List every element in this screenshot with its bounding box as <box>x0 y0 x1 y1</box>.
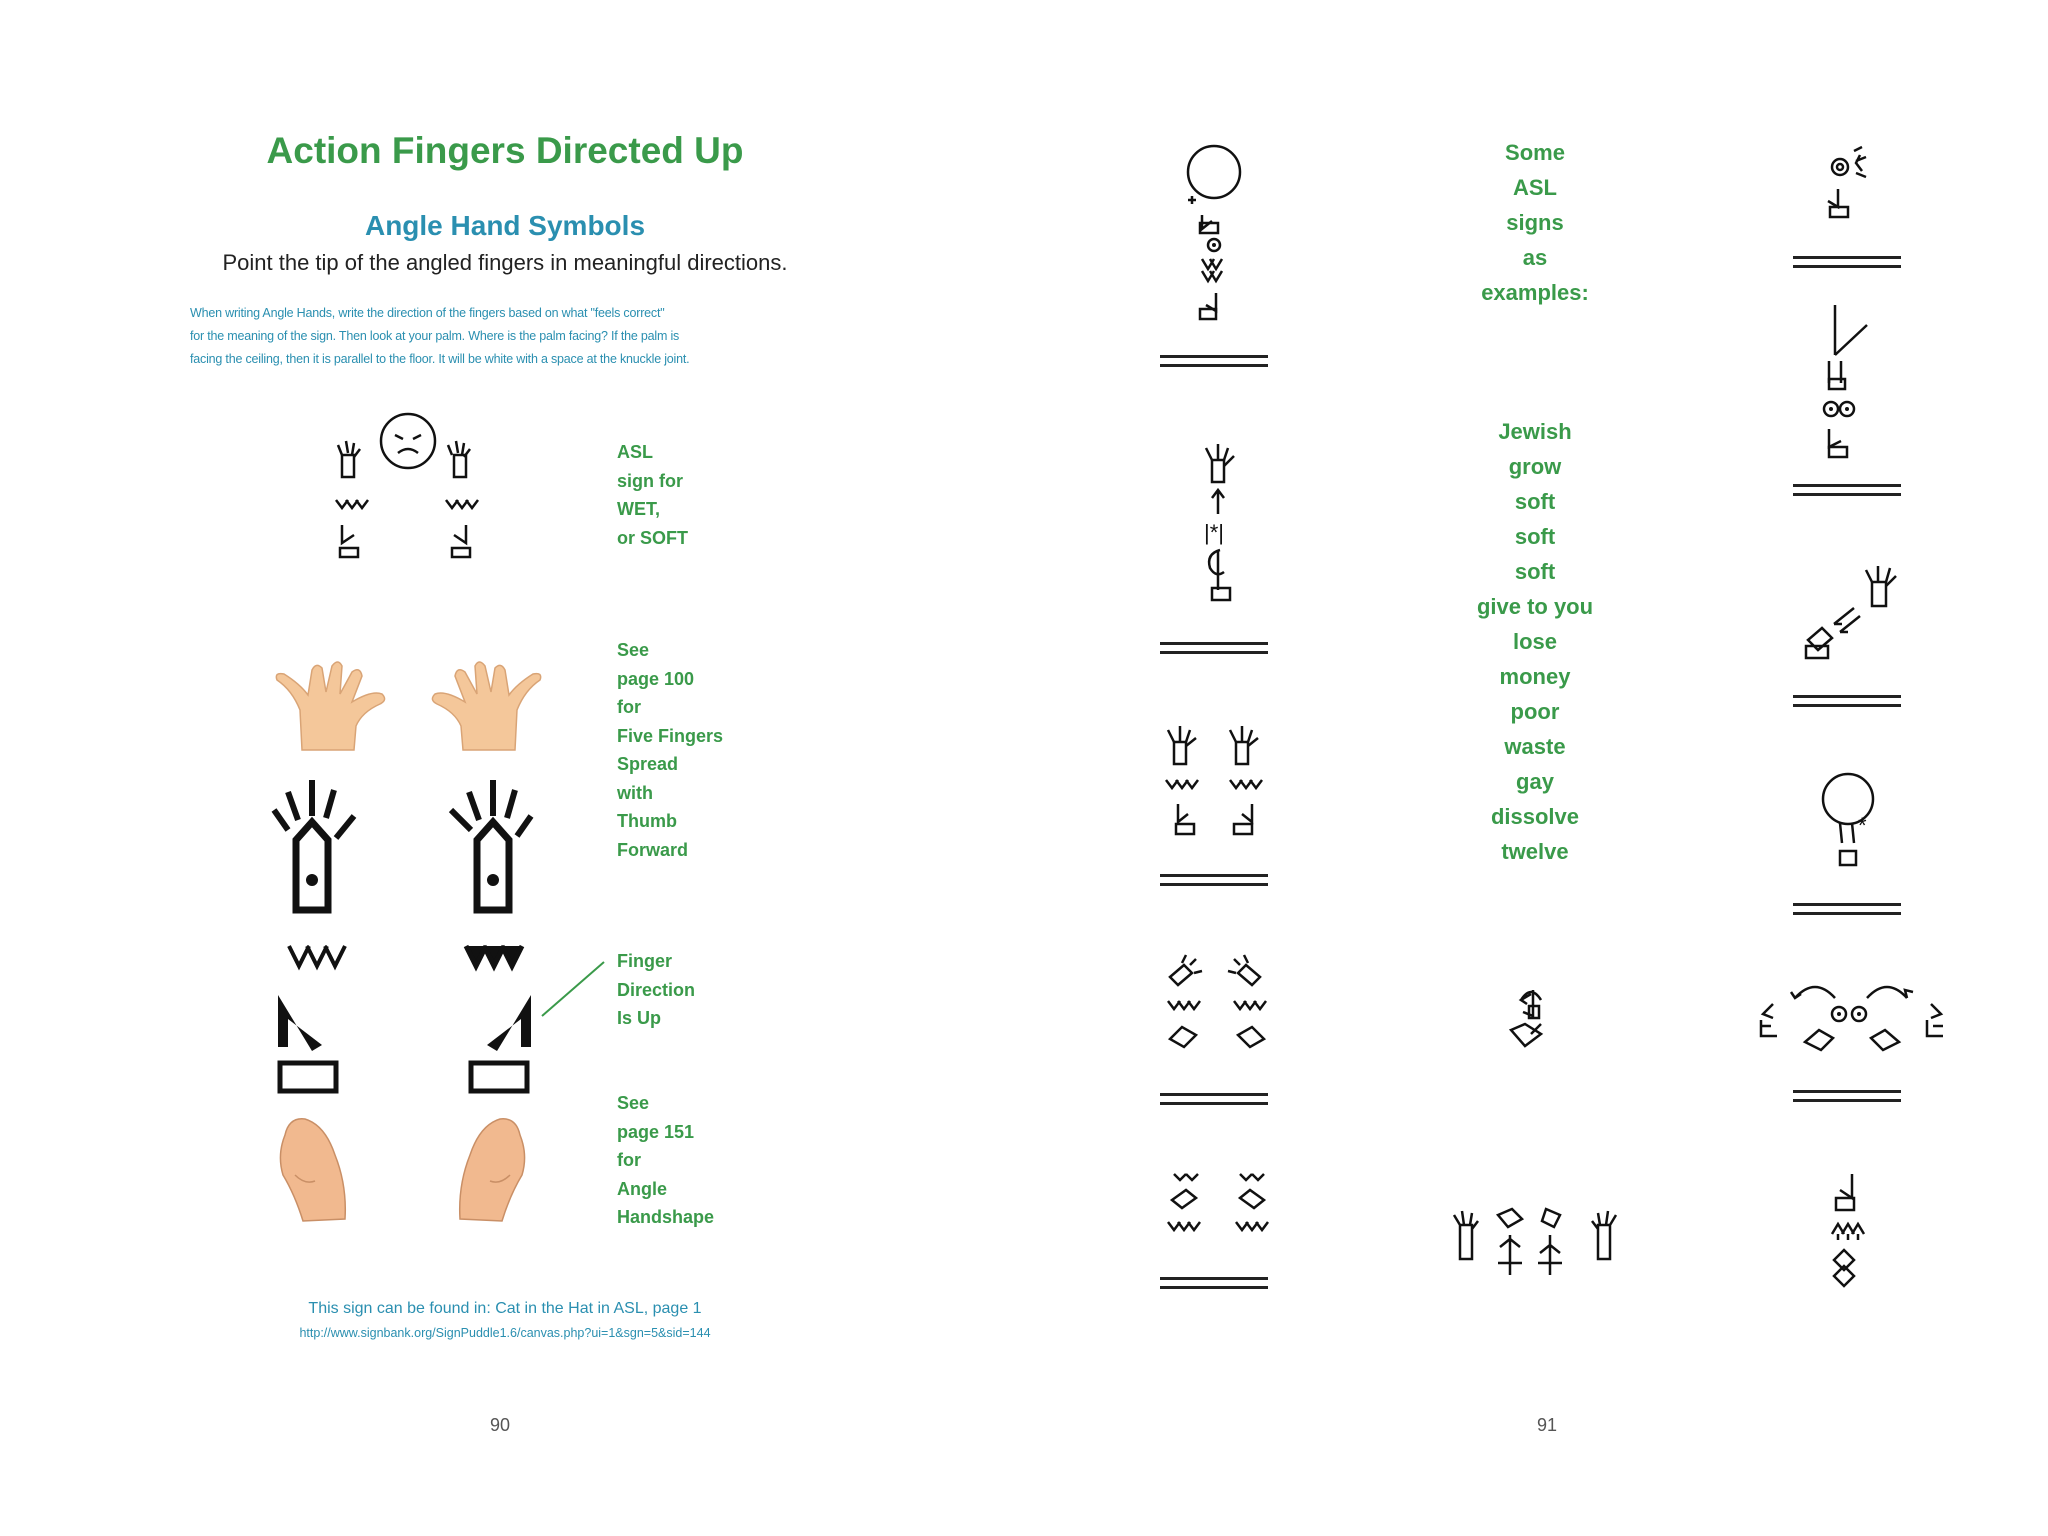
caption-five-fingers <box>617 636 723 864</box>
intro-line: ASL <box>1513 175 1557 200</box>
explanatory-note <box>190 302 830 371</box>
sign-word: money <box>1499 664 1571 689</box>
sign-word: lose <box>1512 629 1558 654</box>
separator <box>1793 903 1901 915</box>
sign-soft-1 <box>1160 720 1280 850</box>
sign-grow <box>1190 440 1260 610</box>
sign-word: give to you <box>1476 594 1594 619</box>
large-angle-hand-symbol-left <box>272 995 362 1095</box>
instruction-text: Point the tip of the angled fingers in meaningful directions. <box>222 250 788 275</box>
caption-line: with <box>617 782 653 803</box>
svg-text:|*|: |*| <box>1204 520 1224 545</box>
caption-line: Thumb <box>617 811 677 831</box>
sign-gay <box>1820 773 1890 873</box>
hand-photo-angle-left <box>275 1115 355 1225</box>
sign-word: grow <box>1508 454 1562 479</box>
page-number-right: 91 <box>1537 1415 1558 1435</box>
movement-arrows-left <box>285 942 355 972</box>
caption-line: Is Up <box>617 1008 662 1028</box>
source-url[interactable]: http://www.signbank.org/SignPuddle1.6/canvas.php?ui=1&sgn=5&sid=144 <box>299 1326 711 1340</box>
page-title: Action Fingers Directed Up <box>266 130 744 171</box>
separator <box>1160 1093 1268 1105</box>
separator <box>1160 355 1268 367</box>
caption-line: for <box>617 1150 641 1170</box>
caption-line: page 100 <box>617 668 695 689</box>
separator <box>1160 1277 1268 1289</box>
separator <box>1793 484 1901 496</box>
sign-dissolve <box>1755 980 1950 1060</box>
note-line: When writing Angle Hands, write the direction of the fingers based on what "feels correct" <box>190 306 665 320</box>
sign-waste <box>1800 560 1910 670</box>
large-five-fingers-symbol-right <box>447 780 547 910</box>
caption-line: or SOFT <box>617 527 688 548</box>
note-line: for the meaning of the sign. Then look at your palm. Where is the palm facing? If the palm is <box>190 329 680 343</box>
sign-word: soft <box>1514 489 1556 514</box>
caption-wet-soft <box>617 438 688 552</box>
sign-word: soft <box>1514 559 1556 584</box>
caption-angle-handshape <box>617 1089 714 1232</box>
separator <box>1793 256 1901 268</box>
hand-photo-five-fingers-right <box>425 650 545 755</box>
movement-arrows-right <box>462 942 532 972</box>
separator <box>1160 874 1268 886</box>
sign-money <box>1820 145 1890 225</box>
left-hand-symbol <box>336 441 368 557</box>
sign-word: soft <box>1514 524 1556 549</box>
note-line: facing the ceiling, then it is parallel to the floor. It will be white with a space at the knuckle joint. <box>190 352 690 366</box>
source-citation: This sign can be found in: Cat in the Hat in ASL, page 1 <box>308 1300 702 1317</box>
hand-photo-angle-right <box>450 1115 530 1225</box>
hand-photo-five-fingers-left <box>272 650 392 755</box>
separator <box>1160 642 1268 654</box>
caption-line: Handshape <box>617 1207 715 1227</box>
caption-line: Angle <box>617 1178 668 1199</box>
sign-soft-2 <box>1160 955 1280 1055</box>
sign-poor <box>1815 305 1895 465</box>
intro-text <box>1440 135 1630 310</box>
caption-finger-direction <box>617 947 695 1033</box>
sign-jewish <box>1180 145 1260 325</box>
intro-line: as <box>1522 245 1548 270</box>
intro-line: Some <box>1505 140 1565 165</box>
caption-line: page 151 <box>617 1121 695 1142</box>
svg-text:*: * <box>1858 813 1867 838</box>
intro-line: signs <box>1506 210 1564 235</box>
sign-word: gay <box>1516 769 1554 794</box>
sign-soft-3 <box>1160 1170 1280 1250</box>
separator <box>1793 695 1901 707</box>
caption-line: for <box>617 697 641 717</box>
right-hand-symbol <box>446 441 478 557</box>
caption-line: sign for <box>617 470 683 491</box>
caption-line: WET, <box>617 499 660 519</box>
sign-word: dissolve <box>1490 804 1580 829</box>
caption-line: Finger <box>617 951 673 971</box>
caption-line: Forward <box>617 839 689 860</box>
caption-line: See <box>617 640 650 660</box>
caption-line: Five Fingers <box>617 725 724 746</box>
sign-word: waste <box>1504 734 1566 759</box>
sign-word-list <box>1440 414 1630 869</box>
caption-line: Direction <box>617 979 696 1000</box>
sign-lose <box>1450 1205 1620 1285</box>
caption-line: See <box>617 1093 650 1113</box>
sign-give-to-you <box>1505 980 1565 1050</box>
sign-word: Jewish <box>1498 419 1572 444</box>
direction-pointer-line <box>540 958 620 1018</box>
page-number-left: 90 <box>490 1415 511 1435</box>
sign-word: poor <box>1510 699 1560 724</box>
wet-soft-sign-graphic <box>320 405 520 565</box>
large-five-fingers-symbol-left <box>270 780 370 910</box>
sign-twelve <box>1820 1170 1880 1300</box>
intro-line: examples: <box>1481 280 1589 305</box>
section-subtitle: Angle Hand Symbols <box>364 210 646 241</box>
caption-line: Spread <box>617 754 679 774</box>
caption-line: ASL <box>617 442 653 462</box>
separator <box>1793 1090 1901 1102</box>
sign-word: twelve <box>1501 839 1569 864</box>
